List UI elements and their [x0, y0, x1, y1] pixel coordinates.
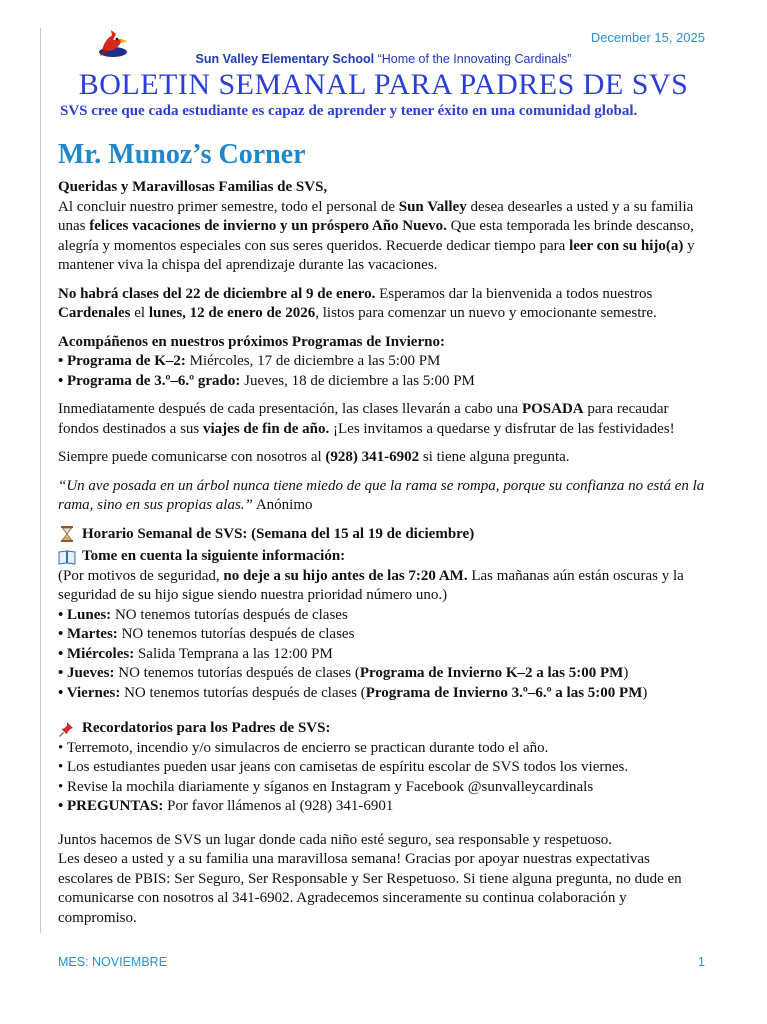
list-item: • Programa de 3.º–6.º grado: Jueves, 18 de diciembre a las 5:00 PM — [58, 372, 475, 389]
reminders-list — [58, 739, 708, 817]
newsletter-body — [58, 138, 708, 928]
list-item: • Programa de K–2: Miércoles, 17 de diciembre a las 5:00 PM — [58, 353, 441, 369]
list-item: • Jueves: NO tenemos tutorías después de clases (Programa de Invierno K–2 a las 5:00 PM) — [58, 665, 629, 681]
list-item: • Viernes: NO tenemos tutorías después de clases (Programa de Invierno 3.º–6.º a las 5:00 PM) — [58, 684, 648, 701]
footer-month: MES: NOVIEMBRE — [58, 955, 168, 969]
page-number: 1 — [698, 955, 705, 969]
info-heading: Tome en cuenta la siguiente información: — [58, 547, 708, 567]
list-item: • Lunes: NO tenemos tutorías después de clases — [58, 606, 348, 623]
reminders-heading: Recordatorios para los Padres de SVS: — [58, 719, 708, 739]
school-header — [0, 52, 767, 66]
closing-line: Juntos hacemos de SVS un lugar donde cada niño esté seguro, sea responsable y respetuoso. — [58, 831, 613, 848]
quote: “Un ave posada en un árbol nunca tiene miedo de que la rama se rompa, porque su confianza no está en la rama, sino en sus propias alas.” Anónimo — [58, 477, 705, 513]
safety-note: (Por motivos de seguridad, no deje a su hijo antes de las 7:20 AM. Las mañanas aún están oscuras y la seguridad de su hijo sigue siendo nuestra prioridad número uno.) — [58, 567, 684, 603]
pushpin-icon — [58, 720, 76, 738]
paragraph-no-classes: No habrá clases del 22 de diciembre al 9 de enero. Esperamos dar la bienvenida a todos nuestros Cardenales el lunes, 12 de enero de 2026, listos para comenzar un nuevo y emocionante semestre. — [58, 285, 657, 321]
principal-corner-heading: Mr. Munoz’s Corner — [58, 139, 306, 170]
programs-list — [58, 352, 708, 391]
school-name: Sun Valley Elementary School — [195, 52, 375, 66]
school-tagline: “Home of the Innovating Cardinals” — [377, 52, 572, 66]
paragraph-posada: Inmediatamente después de cada presentación, las clases llevarán a cabo una POSADA para recaudar fondos destinados a sus viajes de fin de año. ¡Les invitamos a quedarse y disfrutar de las festividades! — [58, 401, 675, 437]
weekly-schedule-list — [58, 606, 708, 704]
list-item: • Revise la mochila diariamente y síganos en Instagram y Facebook @sunvalleycardinals — [58, 778, 594, 795]
greeting: Queridas y Maravillosas Familias de SVS, — [58, 179, 328, 195]
school-motto: SVS cree que cada estudiante es capaz de aprender y tener éxito en una comunidad global. — [60, 103, 638, 119]
paragraph-winter-break: Al concluir nuestro primer semestre, todo el personal de Sun Valley desea desearles a usted y a su familia unas felices vacaciones de invierno y un próspero Año Nuevo. Que esta temporada les brinde descanso, alegría y momentos especiales con sus seres queridos. Recuerde dedicar tiempo para leer con su hijo(a) y mantener viva la chispa del aprendizaje durante las vacaciones. — [58, 198, 695, 273]
book-icon — [58, 548, 76, 566]
closing-paragraph: Les deseo a usted y a su familia una maravillosa semana! Gracias por apoyar nuestras expectativas escolares de PBIS: Ser Seguro, Ser Responsable y Ser Respetuoso. Si tiene alguna pregunta, no dude en comunicarse con nosotros al 341-6902. Agradecemos sinceramente su continua colaboración y compromiso. — [58, 851, 682, 926]
list-item: • Los estudiantes pueden usar jeans con camisetas de espíritu escolar de SVS todos los viernes. — [58, 759, 629, 775]
list-item: • Miércoles: Salida Temprana a las 12:00 PM — [58, 645, 333, 662]
newsletter-date: December 15, 2025 — [590, 30, 705, 45]
list-item: • Terremoto, incendio y/o simulacros de encierro se practican durante todo el año. — [58, 739, 549, 756]
list-item: • PREGUNTAS: Por favor llámenos al (928) 341-6901 — [58, 798, 394, 814]
paragraph-contact: Siempre puede comunicarse con nosotros al (928) 341-6902 si tiene alguna pregunta. — [58, 449, 570, 465]
list-item: • Martes: NO tenemos tutorías después de clases — [58, 626, 355, 642]
left-margin-rule — [40, 28, 41, 933]
hourglass-icon — [58, 525, 76, 543]
newsletter-title: BOLETIN SEMANAL PARA PADRES DE SVS — [78, 68, 689, 101]
programs-heading: Acompáñenos en nuestros próximos Programas de Invierno: — [58, 333, 445, 350]
schedule-heading: Horario Semanal de SVS: (Semana del 15 al 19 de diciembre) — [58, 525, 708, 545]
